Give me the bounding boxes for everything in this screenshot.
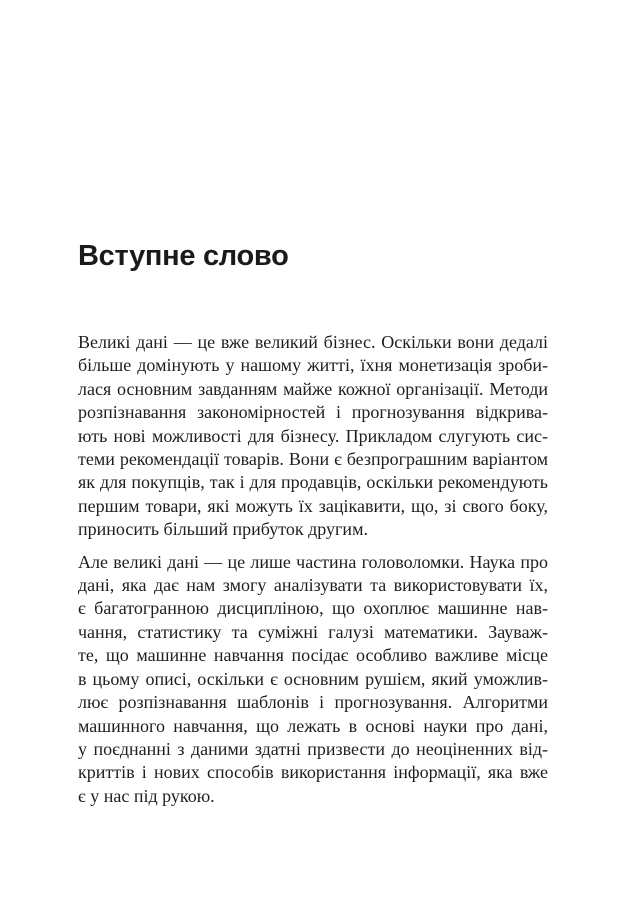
text-line: ють нові можливості для бізнесу. Прикладом слугують сис- xyxy=(78,425,548,446)
text-line: лює розпізнавання шаблонів і прогнозування. Алгоритми xyxy=(78,692,548,713)
text-line: першим товари, які можуть їх зацікавити, що, зі свого боку, xyxy=(78,495,548,516)
text-line: дані, яка дає нам змогу аналізувати та використовувати їх, xyxy=(78,575,548,596)
text-line: те, що машинне навчання посідає особливо важливе місце xyxy=(78,645,548,666)
paragraph-2 xyxy=(78,551,548,808)
chapter-title: Вступне слово xyxy=(78,240,289,272)
body-text xyxy=(78,331,548,817)
text-line: криттів і нових способів використання інформації, яка вже xyxy=(78,762,548,783)
text-line: є у нас під рукою. xyxy=(78,785,215,806)
paragraph-1 xyxy=(78,331,548,542)
text-line: в цьому описі, оскільки є основним рушієм, який уможлив- xyxy=(78,668,548,689)
text-line: Але великі дані — це лише частина головоломки. Наука про xyxy=(78,551,548,572)
text-line: Великі дані — це вже великий бізнес. Оскільки вони дедалі xyxy=(78,332,548,352)
text-line: лася основним завданням майже кожної організації. Методи xyxy=(78,378,548,399)
text-line: більше домінують у нашому житті, їхня монетизація зроби- xyxy=(78,355,548,376)
text-line: теми рекомендації товарів. Вони є безпрограшним варіантом xyxy=(78,449,548,470)
text-line: у поєднанні з даними здатні призвести до неоціненних від- xyxy=(78,738,548,759)
text-line: як для покупців, так і для продавців, оскільки рекомендують xyxy=(78,472,548,493)
text-line: є багатогранною дисципліною, що охоплює машинне нав- xyxy=(78,598,548,619)
text-line: приносить більший прибуток другим. xyxy=(78,519,368,540)
text-line: машинного навчання, що лежать в основі науки про дані, xyxy=(78,715,548,736)
text-line: чання, статистику та суміжні галузі математики. Зауваж- xyxy=(78,621,548,642)
text-line: розпізнавання закономірностей і прогнозування відкрива- xyxy=(78,402,548,423)
